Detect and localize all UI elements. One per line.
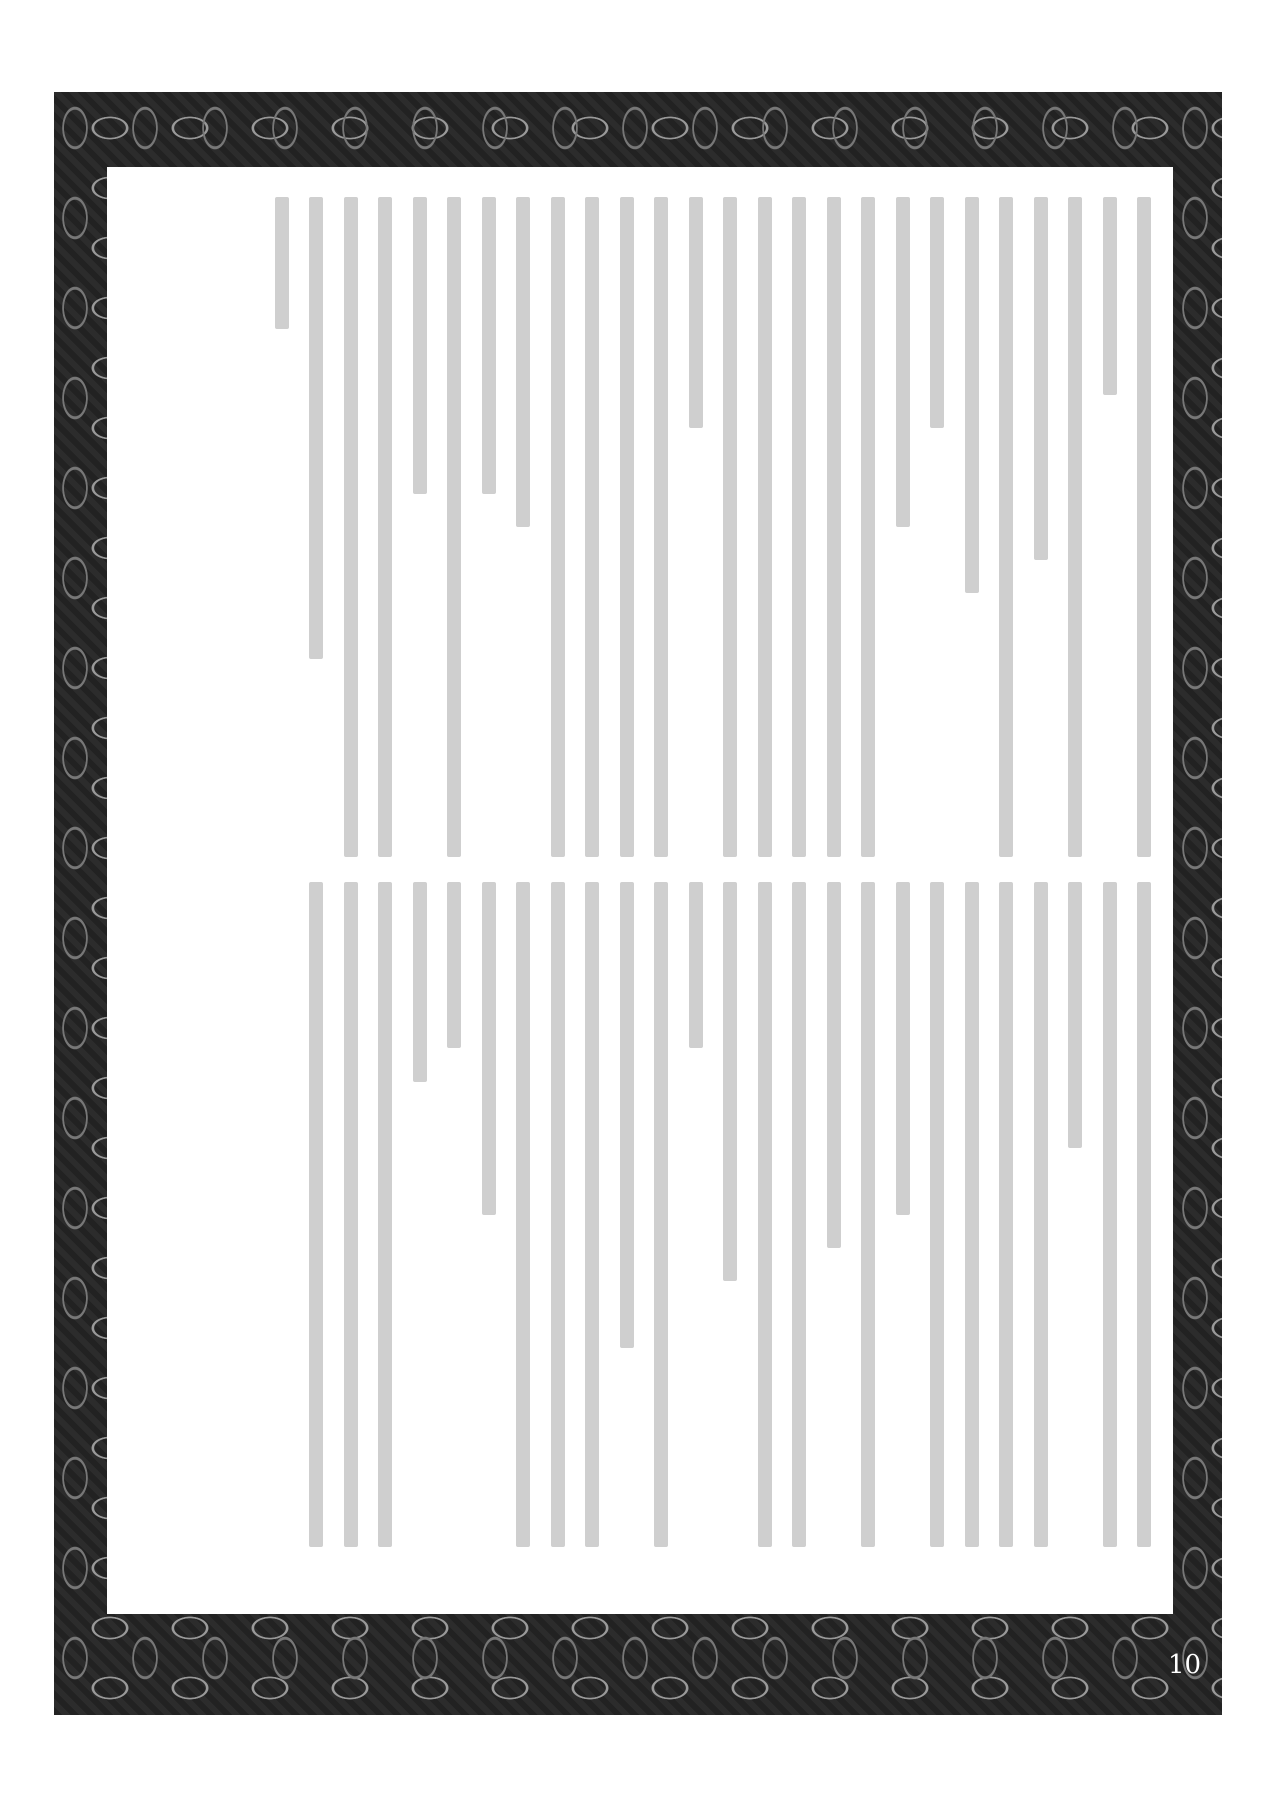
redacted-text-column bbox=[482, 882, 496, 1215]
redacted-text-column bbox=[965, 197, 979, 593]
redacted-text-column bbox=[585, 197, 599, 857]
redacted-text-column bbox=[1103, 197, 1117, 395]
redacted-text-column bbox=[1137, 882, 1151, 1547]
redacted-text-column bbox=[1068, 197, 1082, 857]
text-panel bbox=[107, 167, 1173, 1614]
redacted-text-column bbox=[378, 882, 392, 1547]
redacted-text-column bbox=[999, 882, 1013, 1547]
redacted-text-column bbox=[1068, 882, 1082, 1148]
redacted-text-column bbox=[585, 882, 599, 1547]
redacted-text-column bbox=[930, 197, 944, 428]
redacted-text-column bbox=[999, 197, 1013, 857]
redacted-text-column bbox=[689, 882, 703, 1048]
redacted-text-column bbox=[413, 197, 427, 494]
redacted-text-column bbox=[482, 197, 496, 494]
redacted-text-column bbox=[620, 882, 634, 1348]
redacted-text-column bbox=[965, 882, 979, 1547]
redacted-text-column bbox=[930, 882, 944, 1547]
redacted-text-column bbox=[309, 882, 323, 1547]
redacted-text-column bbox=[551, 882, 565, 1547]
redacted-text-column bbox=[792, 882, 806, 1547]
redacted-text-column bbox=[827, 882, 841, 1248]
redacted-text-column bbox=[447, 197, 461, 857]
redacted-text-column bbox=[413, 882, 427, 1082]
redacted-text-column bbox=[723, 197, 737, 857]
redacted-text-column bbox=[654, 197, 668, 857]
redacted-text-column bbox=[344, 882, 358, 1547]
redacted-text-column bbox=[516, 882, 530, 1547]
redacted-text-column bbox=[516, 197, 530, 527]
redacted-text-column bbox=[1103, 882, 1117, 1547]
redacted-text-column bbox=[275, 197, 289, 329]
redacted-text-column bbox=[723, 882, 737, 1281]
redacted-text-column bbox=[792, 197, 806, 857]
page-number: 10 bbox=[1168, 1650, 1202, 1680]
redacted-text-column bbox=[620, 197, 634, 857]
redacted-text-column bbox=[447, 882, 461, 1048]
redacted-text-column bbox=[378, 197, 392, 857]
redacted-text-column bbox=[689, 197, 703, 428]
redacted-text-column bbox=[551, 197, 565, 857]
redacted-text-column bbox=[1034, 882, 1048, 1547]
redacted-text-column bbox=[827, 197, 841, 857]
redacted-text-column bbox=[344, 197, 358, 857]
redacted-text-column bbox=[861, 197, 875, 857]
redacted-text-column bbox=[654, 882, 668, 1547]
redacted-text-column bbox=[1137, 197, 1151, 857]
redacted-text-column bbox=[896, 882, 910, 1215]
redacted-text-column bbox=[758, 882, 772, 1547]
redacted-text-column bbox=[758, 197, 772, 857]
redacted-text-column bbox=[896, 197, 910, 527]
redacted-text-column bbox=[861, 882, 875, 1547]
redacted-text-column bbox=[309, 197, 323, 659]
redacted-text-column bbox=[1034, 197, 1048, 560]
